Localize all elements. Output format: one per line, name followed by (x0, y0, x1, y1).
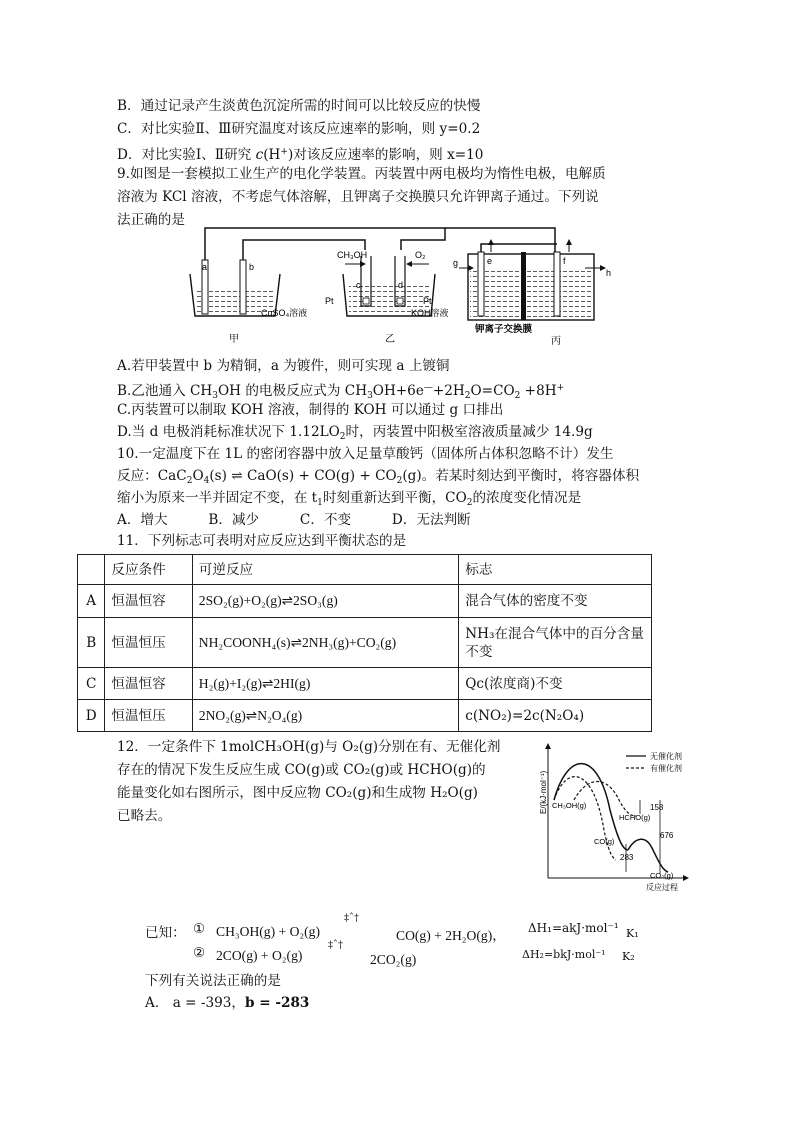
electrochem-apparatus-diagram (185, 224, 615, 354)
legend-catalyst: 有催化剂 (650, 764, 682, 773)
label-pt-left: Pt (325, 296, 334, 306)
row-mark: Qc(浓度商)不变 (459, 668, 652, 700)
tank-bing (453, 240, 611, 347)
label-ch3oh: CH₃OH (337, 250, 368, 260)
graph-xlabel: 反应过程 (646, 883, 678, 892)
q11-stem: 11．下列标志可表明对应反应达到平衡状态的是 (117, 533, 407, 549)
table-header: 反应条件 (105, 555, 192, 585)
label-a: a (202, 262, 208, 272)
eq1-equilibrium-arrow: ‡ˆ† (344, 913, 359, 924)
graph-value-283: 283 (620, 853, 634, 862)
q9-stem-line2: 溶液为 KCl 溶液，不考虑气体溶解，且钾离子交换膜只允许钾离子通过。下列说 (117, 189, 599, 205)
table-row (78, 618, 652, 668)
graph-ylabel: E/(kJ·mol⁻¹) (539, 770, 548, 814)
q12-option-a: A． a = -393，b = -283 (145, 995, 310, 1011)
known-label: 已知： (145, 925, 186, 941)
q9-option-c: C.丙装置可以制取 KOH 溶液，制得的 KOH 可以通过 g 口排出 (117, 402, 504, 418)
graph-ch3oh: CH₃OH(g) (552, 801, 587, 810)
row-mark: NH₃在混合气体中的百分含量不变 (459, 618, 652, 668)
row-label: C (78, 668, 105, 700)
label-e: e (487, 256, 493, 266)
label-koh: KOH溶液 (411, 308, 449, 318)
graph-value-158: 158 (650, 803, 664, 812)
q10-stem-line3: 缩小为原来一半并固定不变，在 $t_1$时刻重新达到平衡，$CO_2$的浓度变化情况是 (117, 490, 582, 508)
row-reaction: 2SO₂(g)+O₂(g)⇌2SO₃(g) (192, 585, 458, 618)
q11-table (77, 554, 652, 732)
q9-stem-line1: 9.如图是一套模拟工业生产的电化学装置。丙装置中两电极均为惰性电极，电解质 (117, 166, 606, 182)
label-jia: 甲 (229, 334, 239, 345)
eq2-k: K₂ (622, 950, 635, 963)
graph-hcho: HCHO(g) (619, 813, 651, 822)
graph-co: CO(g) (594, 837, 615, 846)
eq1-dh: ΔH₁=akJ·mol⁻¹ (528, 921, 619, 935)
row-condition: 恒温恒容 (105, 585, 192, 618)
legend-no-catalyst: 无催化剂 (650, 752, 682, 761)
eq1-k: K₁ (626, 927, 639, 940)
q10-options: A．增大 B．减少 C．不变 D．无法判断 (117, 512, 471, 528)
q9-option-b: B.乙池通入 $CH_3OH$ 的电极反应式为 $CH_3OH+6e^—+2H_2O=CO_2 +8H^+$ (117, 383, 565, 401)
label-c: c (356, 280, 361, 290)
row-condition: 恒温恒容 (105, 668, 192, 700)
beaker-yi (325, 250, 449, 345)
label-o2: O₂ (415, 250, 426, 260)
row-label: B (78, 618, 105, 668)
q12-stem-line4: 已略去。 (117, 808, 172, 824)
eq2-circle: ② (193, 945, 206, 961)
q9-option-d: D.当 d 电极消耗标准状况下 $1.12LO_2$时，丙装置中阳极室溶液质量减少 14.9g (117, 424, 593, 442)
q8-option-b: B．通过记录产生淡黄色沉淀所需的时间可以比较反应的快慢 (117, 98, 481, 114)
table-header-row (78, 555, 652, 585)
row-label: D (78, 700, 105, 732)
label-bing: 丙 (551, 336, 561, 347)
label-pt-right: Pt (423, 296, 432, 306)
q10-stem-line1: 10.一定温度下在 1L 的密闭容器中放入足量草酸钙（固体所占体积忽略不计）发生 (117, 446, 614, 462)
eq1-left: CH₃OH(g) + O₂(g) (216, 924, 320, 939)
table-header (78, 555, 105, 585)
q12-stem-line1: 12．一定条件下 1molCH₃OH(g)与 O₂(g)分别在有、无催化剂 (117, 739, 501, 755)
beaker-jia (190, 260, 307, 345)
table-row (78, 700, 652, 732)
q8-option-d: D．对比实验Ⅰ、Ⅱ研究 c(H+)对该反应速率的影响，则 x=10 (117, 147, 484, 163)
eq2-equilibrium-arrow: ‡ˆ† (328, 940, 343, 951)
q10-stem-line2: 反应：$CaC_2O_4(s)$ ⇌ $CaO(s) + CO(g) + CO_2(g)$。若某时刻达到平衡时，将容器体积 (117, 468, 640, 486)
eq2-right: 2CO₂(g) (370, 952, 417, 967)
row-label: A (78, 585, 105, 618)
table-row (78, 668, 652, 700)
label-membrane: 钾离子交换膜 (475, 324, 533, 335)
row-reaction: NH₂COONH₄(s)⇌2NH₃(g)+CO₂(g) (192, 618, 458, 668)
row-reaction: 2NO₂(g)⇌N₂O₄(g) (192, 700, 458, 732)
label-g: g (453, 258, 459, 268)
label-f: f (563, 256, 566, 266)
q9-stem-line3: 法正确的是 (117, 212, 185, 228)
label-d: d (398, 280, 404, 290)
label-cuso4: CuSO₄溶液 (261, 308, 308, 318)
eq2-dh: ΔH₂=bkJ·mol⁻¹ (522, 948, 606, 961)
table-row (78, 585, 652, 618)
eq2-left: 2CO(g) + O₂(g) (216, 948, 303, 963)
graph-value-676: 676 (660, 831, 674, 840)
row-reaction: H₂(g)+I₂(g)⇌2HI(g) (192, 668, 458, 700)
q12-stem-line2: 存在的情况下发生反应生成 CO(g)或 CO₂(g)或 HCHO(g)的 (117, 762, 486, 778)
table-header: 可逆反应 (192, 555, 458, 585)
eq1-circle: ① (193, 921, 206, 937)
label-h: h (606, 268, 612, 278)
q8-option-c: C．对比实验Ⅱ、Ⅲ研究温度对该反应速率的影响，则 y=0.2 (117, 121, 481, 137)
row-condition: 恒温恒压 (105, 700, 192, 732)
q12-ask: 下列有关说法正确的是 (145, 973, 281, 989)
row-mark: c(NO₂)=2c(N₂O₄) (459, 700, 652, 732)
row-condition: 恒温恒压 (105, 618, 192, 668)
table-header: 标志 (459, 555, 652, 585)
label-b: b (249, 262, 255, 272)
energy-profile-diagram (528, 740, 708, 895)
eq1-right: CO(g) + 2H₂O(g)， (396, 928, 506, 943)
label-yi: 乙 (385, 334, 395, 345)
graph-co2: CO₂(g) (650, 871, 674, 880)
row-mark: 混合气体的密度不变 (459, 585, 652, 618)
q12-stem-line3: 能量变化如右图所示，图中反应物 CO₂(g)和生成物 H₂O(g) (117, 785, 478, 801)
q9-option-a: A.若甲装置中 b 为精铜，a 为镀件，则可实现 a 上镀铜 (117, 358, 450, 374)
